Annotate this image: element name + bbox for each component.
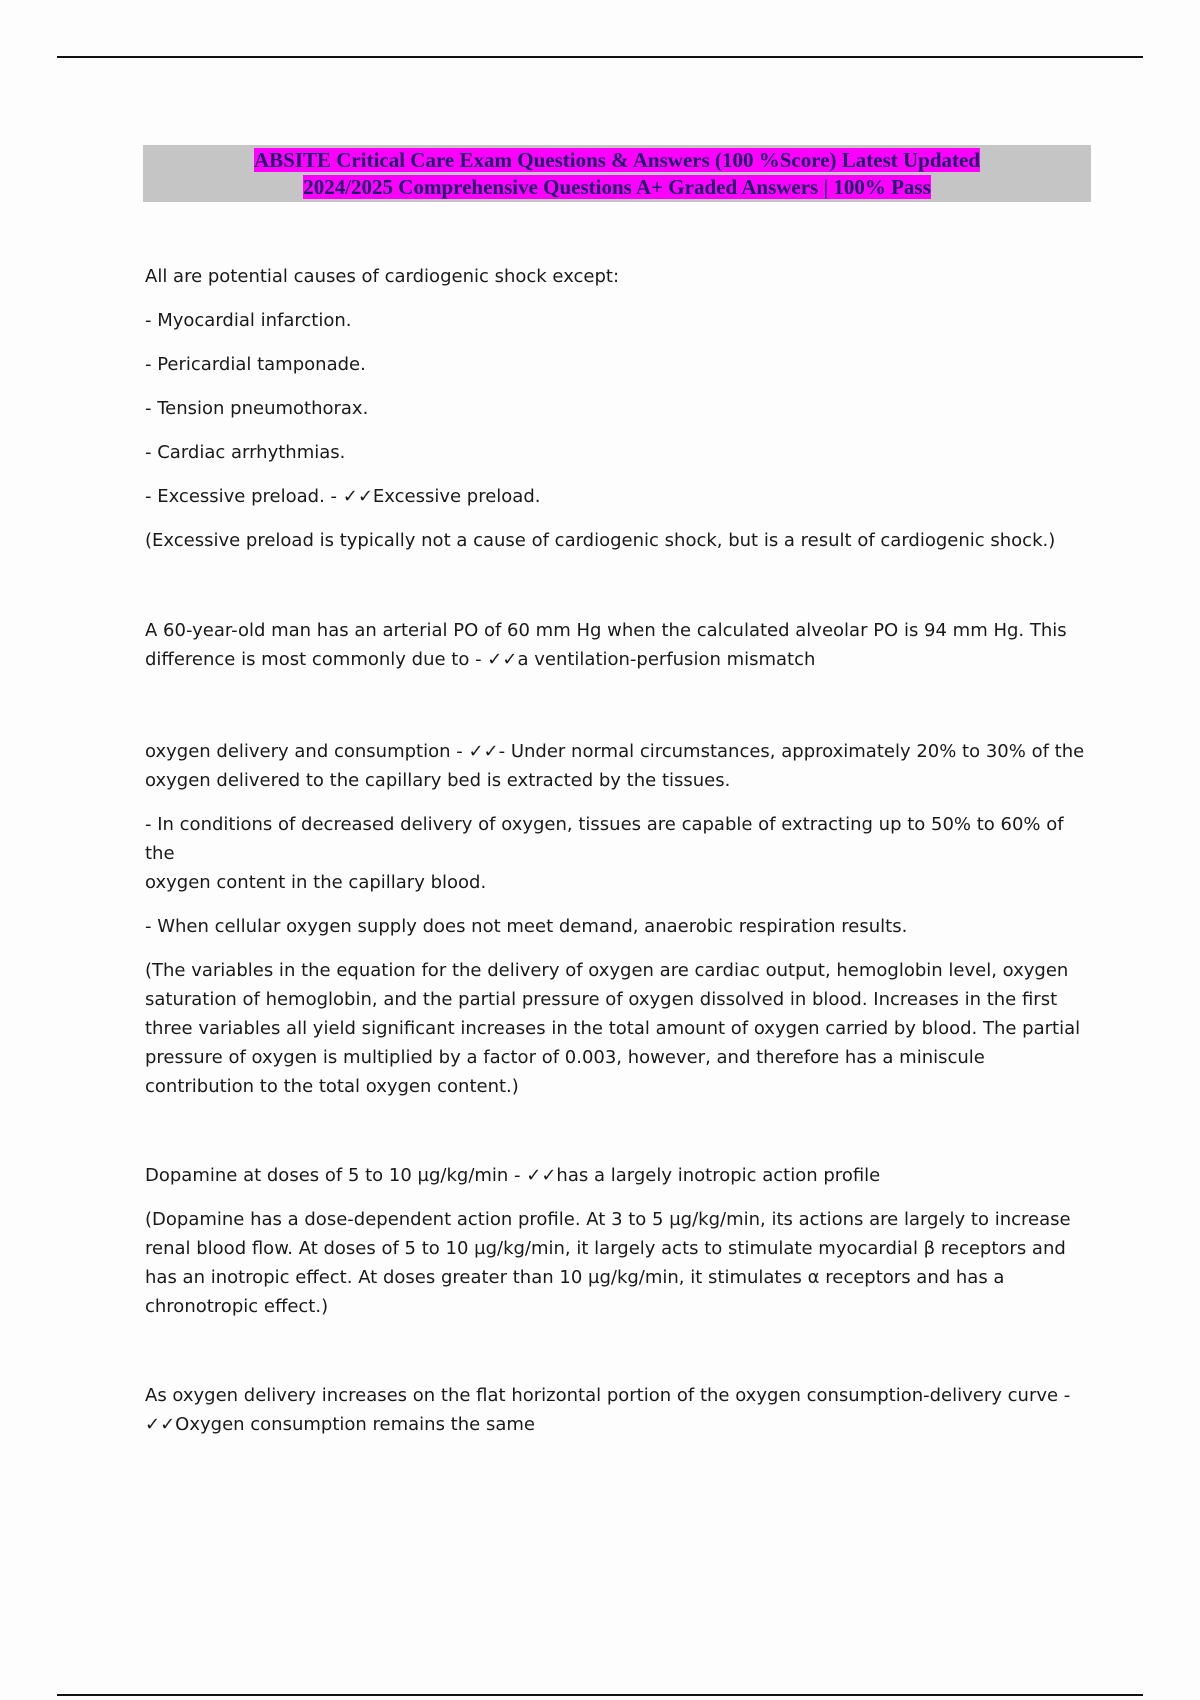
explanation-text: renal blood flow. At doses of 5 to 10 µg/kg/min, it largely acts to stimulate myocardial β receptors and	[145, 1238, 1066, 1259]
title-line-2: 2024/2025 Comprehensive Questions A+ Graded Answers | 100% Pass	[303, 175, 931, 199]
explanation-text: has an inotropic effect. At doses greater than 10 µg/kg/min, it stimulates α receptors and has a	[145, 1267, 1005, 1288]
answer-option: - Cardiac arrhythmias.	[145, 442, 346, 463]
answer-option: - Pericardial tamponade.	[145, 354, 366, 375]
question-block-4	[145, 1161, 1095, 1321]
explanation-text: contribution to the total oxygen content.)	[145, 1076, 519, 1097]
title-line-1: ABSITE Critical Care Exam Questions & Answers (100 %Score) Latest Updated	[253, 148, 981, 172]
answer-option: - Tension pneumothorax.	[145, 398, 369, 419]
question-block-5	[145, 1381, 1095, 1439]
bottom-rule	[57, 1694, 1143, 1696]
explanation-text: - In conditions of decreased delivery of oxygen, tissues are capable of extracting up to 50% to 60% of the	[145, 814, 1064, 864]
explanation-text: - When cellular oxygen supply does not meet demand, anaerobic respiration results.	[145, 916, 908, 937]
question-text: All are potential causes of cardiogenic shock except:	[145, 266, 620, 287]
question-block-3	[145, 737, 1095, 1101]
question-text: oxygen delivery and consumption - ✓✓- Under normal circumstances, approximately 20% to 30% of the	[145, 741, 1085, 762]
explanation-text: (Excessive preload is typically not a cause of cardiogenic shock, but is a result of cardiogenic shock.)	[145, 530, 1056, 551]
question-text: Dopamine at doses of 5 to 10 µg/kg/min - ✓✓has a largely inotropic action profile	[145, 1165, 881, 1186]
question-text: A 60-year-old man has an arterial PO of 60 mm Hg when the calculated alveolar PO is 94 mm Hg. This	[145, 620, 1067, 641]
explanation-text: (The variables in the equation for the delivery of oxygen are cardiac output, hemoglobin level, oxygen	[145, 960, 1069, 981]
top-rule	[57, 56, 1143, 58]
explanation-text: saturation of hemoglobin, and the partial pressure of oxygen dissolved in blood. Increases in the first	[145, 989, 1058, 1010]
question-text: As oxygen delivery increases on the flat horizontal portion of the oxygen consumption-delivery curve -	[145, 1385, 1071, 1406]
explanation-text: oxygen content in the capillary blood.	[145, 872, 487, 893]
answer-option-correct: - Excessive preload. - ✓✓Excessive preload.	[145, 486, 541, 507]
question-text: oxygen delivered to the capillary bed is extracted by the tissues.	[145, 770, 731, 791]
question-block-2	[145, 616, 1095, 674]
explanation-text: three variables all yield significant increases in the total amount of oxygen carried by blood. The partial	[145, 1018, 1081, 1039]
document-body	[145, 262, 1095, 1439]
explanation-text: chronotropic effect.)	[145, 1296, 329, 1317]
question-block-1	[145, 262, 1095, 555]
question-answer: ✓✓Oxygen consumption remains the same	[145, 1414, 535, 1435]
explanation-text: (Dopamine has a dose-dependent action profile. At 3 to 5 µg/kg/min, its actions are largely to increase	[145, 1209, 1071, 1230]
document-title-banner	[143, 145, 1091, 202]
question-answer: difference is most commonly due to - ✓✓a ventilation-perfusion mismatch	[145, 649, 816, 670]
answer-option: - Myocardial infarction.	[145, 310, 352, 331]
explanation-text: pressure of oxygen is multiplied by a factor of 0.003, however, and therefore has a miniscule	[145, 1047, 985, 1068]
